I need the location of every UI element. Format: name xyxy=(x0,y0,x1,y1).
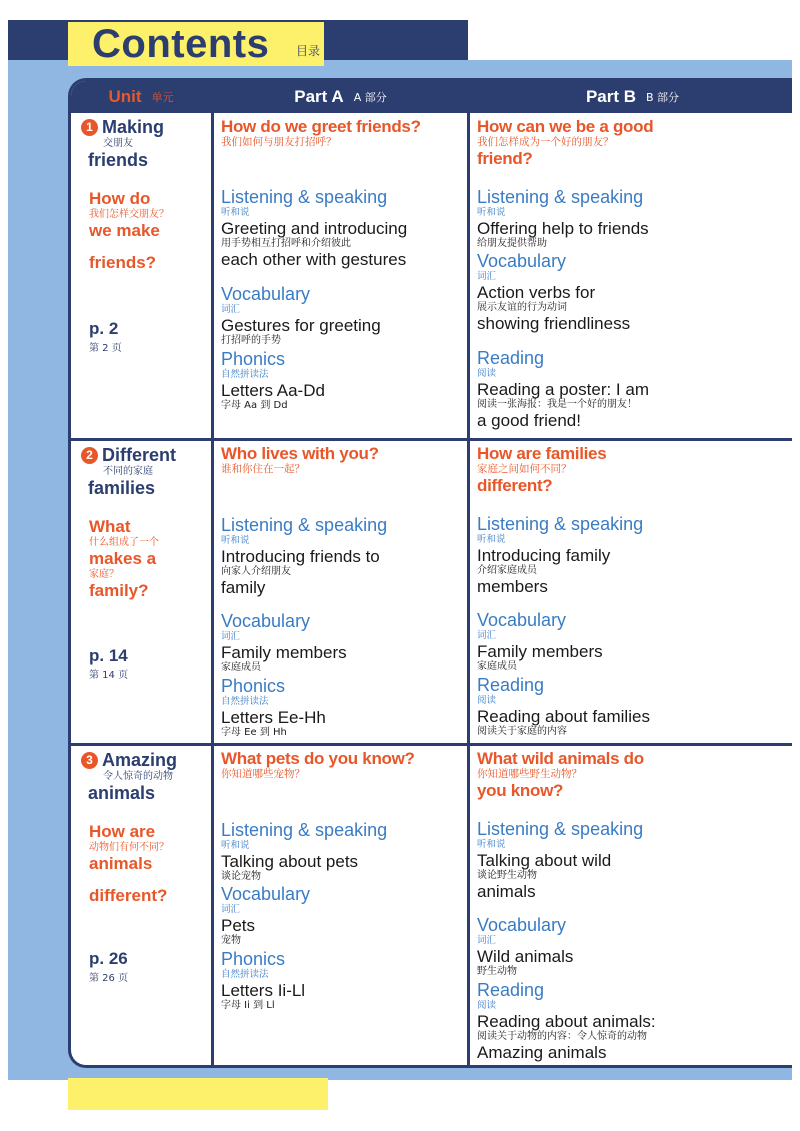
unit-3-part-a-vocab-cn: 词汇 xyxy=(221,904,241,915)
unit-1-part-b-listening xyxy=(477,187,649,250)
unit-1-part-a-phonics-cn: 自然拼读法 xyxy=(221,369,269,380)
unit-2-part-a-listening xyxy=(221,515,387,597)
unit-2-part-a-phonics-label: Phonics xyxy=(221,676,286,696)
unit-3-part-b-reading-cn: 阅读 xyxy=(477,1000,497,1011)
unit-2-part-a-vocab-line1: Family members xyxy=(221,643,347,662)
header-unit-label: Unit xyxy=(108,87,142,106)
unit-1-title xyxy=(81,117,164,170)
unit-row-1 xyxy=(71,113,792,438)
unit-1-part-b-reading-line2: a good friend! xyxy=(477,411,581,430)
unit-3-part-b-vocab-label: Vocabulary xyxy=(477,915,567,935)
unit-3-part-b-vocabulary xyxy=(477,915,573,978)
unit-2-part-b-vocab-line1: Family members xyxy=(477,642,603,661)
unit-2-question-cn2: 家庭？ xyxy=(89,569,119,580)
unit-3-page-ref: p. 26 xyxy=(89,949,128,968)
unit-2-part-b-vocab-cn-desc: 家庭成员 xyxy=(477,661,517,672)
unit-1-part-a-phonics-label: Phonics xyxy=(221,349,286,369)
unit-3-part-b xyxy=(477,746,792,1068)
unit-1-part-a-phonics-line1: Letters Aa-Dd xyxy=(221,381,325,400)
unit-2-part-b-title-line2: different? xyxy=(477,476,553,495)
unit-2-page-ref: p. 14 xyxy=(89,646,128,665)
unit-2-part-a-vocabulary xyxy=(221,611,347,674)
unit-1-part-a-listening-line2: each other with gestures xyxy=(221,250,407,269)
unit-2-part-b-vocab-label: Vocabulary xyxy=(477,610,567,630)
unit-2-part-a-phonics xyxy=(221,676,326,739)
unit-2-question-line3: family? xyxy=(89,581,149,600)
unit-1-question-line1: How do xyxy=(89,189,151,208)
unit-2-part-b-reading-label: Reading xyxy=(477,675,545,695)
header-part-b xyxy=(470,81,792,113)
unit-2-part-a-listening-cn-desc: 向家人介绍朋友 xyxy=(221,566,291,577)
header-unit-cn: 单元 xyxy=(151,91,174,104)
unit-1-part-b-title-line2: friend? xyxy=(477,149,533,168)
unit-1-part-a-listening-cn-desc: 用手势相互打招呼和介绍彼此 xyxy=(221,238,351,249)
unit-3-cell xyxy=(71,746,211,1068)
unit-2-part-a-title-cn: 谁和你住在一起？ xyxy=(221,463,305,475)
unit-1-part-b-heading xyxy=(477,117,653,168)
unit-1-part-a-vocab-line1: Gestures for greeting xyxy=(221,316,381,335)
unit-3-part-b-reading-cn-desc: 阅读关于动物的内容：令人惊奇的动物 xyxy=(477,1031,647,1042)
unit-2-part-b-reading-cn: 阅读 xyxy=(477,695,497,706)
unit-2-part-a-phonics-line1: Letters Ee-Hh xyxy=(221,708,326,727)
unit-2-part-a-title: Who lives with you? xyxy=(221,444,379,463)
unit-1-part-a-vocab-cn: 词汇 xyxy=(221,304,241,315)
unit-3-part-b-listening-line1: Talking about wild xyxy=(477,851,612,870)
unit-2-part-b-vocab-cn: 词汇 xyxy=(477,630,497,641)
unit-1-part-b-vocab-cn-desc: 展示友谊的行为动词 xyxy=(477,302,567,313)
unit-2-part-a-vocab-label: Vocabulary xyxy=(221,611,311,631)
unit-3-question-line1: How are xyxy=(89,822,156,841)
unit-2-title-cn: 不同的家庭 xyxy=(103,466,153,477)
unit-3-part-b-heading xyxy=(477,749,644,800)
unit-2-part-a-listening-label: Listening & speaking xyxy=(221,515,388,535)
unit-3-part-b-title-line2: you know? xyxy=(477,781,564,800)
unit-3-part-b-vocab-cn: 词汇 xyxy=(477,935,497,946)
unit-3-title-line1: Amazing xyxy=(102,750,178,770)
unit-1-question-line3: friends? xyxy=(89,253,157,272)
unit-1-part-a-title-cn: 我们如何与朋友打招呼？ xyxy=(221,136,337,148)
unit-1-title-line1: Making xyxy=(102,117,165,137)
unit-3-part-b-reading-line2: Amazing animals xyxy=(477,1043,607,1062)
unit-2-part-b-reading-line1: Reading about families xyxy=(477,707,650,726)
unit-2-part-b-listening-line2: members xyxy=(477,577,548,596)
unit-3-page-cn: 第 26 页 xyxy=(89,973,129,984)
unit-3-part-b-listening xyxy=(477,819,643,901)
unit-3-part-a-title: What pets do you know? xyxy=(221,749,415,768)
unit-3-part-a-phonics-cn-desc: 字母 Ii 到 Ll xyxy=(221,1000,275,1011)
unit-2-part-a-vocab-cn-desc: 家庭成员 xyxy=(221,662,261,673)
unit-1-part-a-vocab-label: Vocabulary xyxy=(221,284,311,304)
unit-3-part-a-listening xyxy=(221,820,387,883)
unit-1-part-b-listening-label: Listening & speaking xyxy=(477,187,644,207)
unit-1-question-cn: 我们怎样交朋友？ xyxy=(89,209,169,220)
unit-1-part-b xyxy=(477,113,792,438)
unit-1-part-b-listening-cn: 听和说 xyxy=(477,207,506,218)
header-part-b-cn: B 部分 xyxy=(646,91,680,104)
unit-1-part-b-vocab-line1: Action verbs for xyxy=(477,283,596,302)
unit-2-part-b-listening xyxy=(477,514,643,596)
unit-2-part-b-title-line1: How are families xyxy=(477,444,607,463)
header-part-a xyxy=(214,81,467,113)
unit-3-title-line2: animals xyxy=(88,783,156,803)
unit-3-part-a-title-cn: 你知道哪些宠物？ xyxy=(221,768,305,780)
unit-2-part-b-reading-cn-desc: 阅读关于家庭的内容 xyxy=(477,726,567,737)
unit-2-number: 2 xyxy=(81,447,98,464)
unit-2-part-a-heading xyxy=(221,444,379,476)
unit-3-part-a-listening-cn-desc: 谈论宠物 xyxy=(221,871,261,882)
unit-2-part-a-phonics-cn: 自然拼读法 xyxy=(221,696,269,707)
unit-1-part-a-phonics xyxy=(221,349,325,412)
unit-3-page xyxy=(89,949,128,984)
unit-1-part-b-vocab-cn: 词汇 xyxy=(477,271,497,282)
unit-3-part-a-phonics-label: Phonics xyxy=(221,949,286,969)
unit-1-part-a-vocabulary xyxy=(221,284,381,347)
unit-2-part-b-heading xyxy=(477,444,606,495)
unit-2-page xyxy=(89,646,128,681)
unit-3-part-b-vocab-cn-desc: 野生动物 xyxy=(477,966,517,977)
unit-1-part-b-reading-cn: 阅读 xyxy=(477,368,497,379)
unit-2-question-cn: 什么组成了一个 xyxy=(89,537,159,548)
unit-2-part-b-vocabulary xyxy=(477,610,603,673)
unit-2-question-line1: What xyxy=(89,517,131,536)
unit-1-question-line2: we make xyxy=(89,221,160,240)
unit-3-part-b-reading-label: Reading xyxy=(477,980,545,1000)
unit-3-part-b-listening-label: Listening & speaking xyxy=(477,819,644,839)
unit-1-part-a-phonics-cn-desc: 字母 Aa 到 Dd xyxy=(221,400,288,411)
unit-1-part-b-title-line1: How can we be a good xyxy=(477,117,654,136)
header-part-a-label: Part A xyxy=(294,87,344,106)
header-part-a-cn: A 部分 xyxy=(353,91,387,104)
unit-3-part-b-listening-cn-desc: 谈论野生动物 xyxy=(477,870,537,881)
unit-3-number: 3 xyxy=(81,752,98,769)
unit-1-part-b-listening-cn-desc: 给朋友提供帮助 xyxy=(477,238,547,249)
unit-1-part-a-title: How do we greet friends? xyxy=(221,117,421,136)
unit-1-title-line2: friends xyxy=(88,150,149,170)
unit-2-part-a-listening-line1: Introducing friends to xyxy=(221,547,380,566)
unit-3-question-line3: different? xyxy=(89,886,168,905)
page-title-cn: 目录 xyxy=(296,44,321,58)
unit-2-part-b-listening-cn-desc: 介绍家庭成员 xyxy=(477,565,537,576)
unit-2-part-a-vocab-cn: 词汇 xyxy=(221,631,241,642)
unit-3-part-a-phonics-cn: 自然拼读法 xyxy=(221,969,269,980)
unit-1-page xyxy=(89,319,122,354)
header-part-b-label: Part B xyxy=(585,87,637,106)
unit-3-part-b-reading xyxy=(477,980,656,1062)
unit-1-page-ref: p. 2 xyxy=(89,319,119,338)
unit-1-part-a-heading xyxy=(221,117,421,149)
unit-3-part-a-vocab-label: Vocabulary xyxy=(221,884,311,904)
unit-1-title-cn: 交朋友 xyxy=(103,138,133,149)
unit-2-part-a-listening-cn: 听和说 xyxy=(221,535,250,546)
unit-2-title-line1: Different xyxy=(102,445,177,465)
unit-2-part-a-listening-line2: family xyxy=(221,578,266,597)
unit-3-part-b-reading-line1: Reading about animals: xyxy=(477,1012,656,1031)
unit-3-part-b-listening-cn: 听和说 xyxy=(477,839,506,850)
unit-1-part-b-vocab-label: Vocabulary xyxy=(477,251,567,271)
contents-table xyxy=(68,78,792,1068)
page-title: Contents xyxy=(92,22,270,66)
unit-3-part-a-vocab-cn-desc: 宠物 xyxy=(221,935,241,946)
unit-1-part-b-reading xyxy=(477,348,649,430)
unit-3-title xyxy=(81,750,177,803)
unit-2-part-a xyxy=(221,441,465,743)
unit-3-part-b-title-line1: What wild animals do xyxy=(477,749,644,768)
unit-3-part-b-title-cn: 你知道哪些野生动物？ xyxy=(477,768,582,780)
unit-1-part-b-title-cn: 我们怎样成为一个好的朋友？ xyxy=(477,136,614,148)
unit-1-page-cn: 第 2 页 xyxy=(89,343,122,354)
unit-3-part-a-phonics-line1: Letters Ii-Ll xyxy=(221,981,306,1000)
unit-3-part-a-vocabulary xyxy=(221,884,310,947)
unit-2-part-b-reading xyxy=(477,675,650,738)
unit-3-part-a-phonics xyxy=(221,949,305,1012)
header-unit xyxy=(71,81,211,113)
unit-3-part-a-listening-cn: 听和说 xyxy=(221,840,250,851)
unit-row-2 xyxy=(71,441,792,743)
unit-2-page-cn: 第 14 页 xyxy=(89,670,129,681)
unit-2-title xyxy=(81,445,176,498)
unit-2-title-line2: families xyxy=(88,478,156,498)
unit-3-part-a-heading xyxy=(221,749,415,781)
unit-1-part-b-vocabulary xyxy=(477,251,630,333)
unit-1-question xyxy=(89,189,169,273)
unit-1-part-b-reading-line1: Reading a poster: I am xyxy=(477,380,649,399)
unit-1-part-a-listening-line1: Greeting and introducing xyxy=(221,219,408,238)
unit-2-cell xyxy=(71,441,211,743)
unit-1-number: 1 xyxy=(81,119,98,136)
bottom-highlight xyxy=(68,1078,328,1110)
unit-2-part-b xyxy=(477,441,792,743)
unit-2-question xyxy=(89,517,159,601)
unit-1-part-a-listening-cn: 听和说 xyxy=(221,207,250,218)
unit-1-part-a-vocab-cn-desc: 打招呼的手势 xyxy=(221,335,281,346)
unit-3-question xyxy=(89,822,169,906)
unit-3-title-cn: 令人惊奇的动物 xyxy=(103,771,173,782)
unit-1-cell xyxy=(71,113,211,438)
unit-3-part-a-listening-line1: Talking about pets xyxy=(221,852,359,871)
unit-3-part-b-vocab-line1: Wild animals xyxy=(477,947,574,966)
unit-2-part-b-listening-label: Listening & speaking xyxy=(477,514,644,534)
table-header xyxy=(71,81,792,113)
unit-1-part-b-reading-cn-desc: 阅读一张海报：我是一个好的朋友！ xyxy=(477,399,637,410)
unit-2-part-b-title-cn: 家庭之间如何不同？ xyxy=(477,463,572,475)
unit-1-part-b-vocab-line2: showing friendliness xyxy=(477,314,631,333)
unit-1-part-a-listening xyxy=(221,187,407,269)
unit-3-part-a-vocab-line1: Pets xyxy=(221,916,256,935)
unit-3-question-cn: 动物们有何不同？ xyxy=(89,842,169,853)
unit-1-part-a-listening-label: Listening & speaking xyxy=(221,187,388,207)
unit-2-question-line2: makes a xyxy=(89,549,157,568)
unit-3-part-a-listening-label: Listening & speaking xyxy=(221,820,388,840)
unit-3-question-line2: animals xyxy=(89,854,153,873)
unit-3-part-a xyxy=(221,746,465,1068)
unit-2-part-a-phonics-cn-desc: 字母 Ee 到 Hh xyxy=(221,727,287,738)
unit-3-part-b-listening-line2: animals xyxy=(477,882,536,901)
unit-1-part-b-reading-label: Reading xyxy=(477,348,545,368)
unit-1-part-b-listening-line1: Offering help to friends xyxy=(477,219,649,238)
unit-2-part-b-listening-cn: 听和说 xyxy=(477,534,506,545)
unit-row-3 xyxy=(71,746,792,1068)
unit-1-part-a xyxy=(221,113,465,438)
unit-2-part-b-listening-line1: Introducing family xyxy=(477,546,611,565)
